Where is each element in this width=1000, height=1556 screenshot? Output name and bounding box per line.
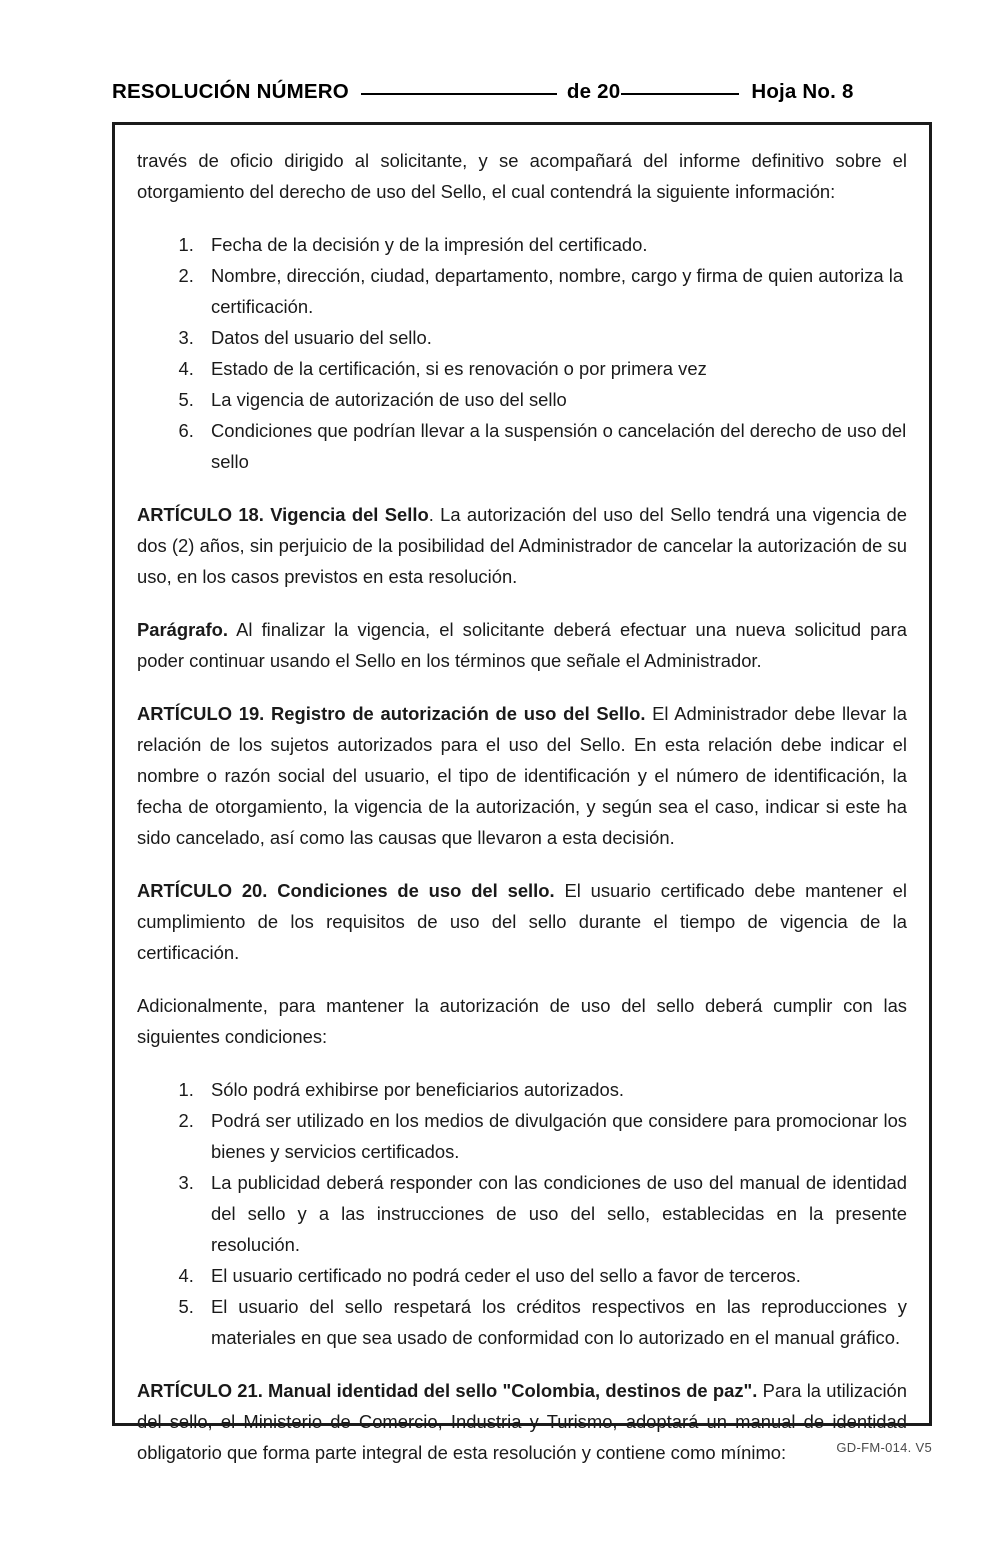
document-header bbox=[112, 80, 932, 114]
header-resolution-label: RESOLUCIÓN NÚMERO bbox=[112, 80, 349, 103]
list-item-text: 4. Estado de la certificación, si es renovación o por primera vez bbox=[211, 358, 707, 379]
list-item-text: 3. Datos del usuario del sello. bbox=[211, 327, 432, 348]
content-frame-inner bbox=[115, 125, 929, 1468]
list-item-text: 2. Nombre, dirección, ciudad, departamento, nombre, cargo y firma de quien autoriza la certificación. bbox=[211, 265, 904, 317]
article-20-text: El usuario certificado debe mantener el cumplimiento de los requisitos de uso del sello durante el tiempo de vigencia de la certificación. bbox=[137, 880, 907, 963]
list-item bbox=[199, 229, 907, 260]
article-18-heading: ARTÍCULO 18. Vigencia del Sello bbox=[137, 504, 429, 525]
article-20-heading: ARTÍCULO 20. Condiciones de uso del sello. bbox=[137, 880, 555, 901]
article-19-paragraph bbox=[137, 698, 907, 853]
article-21-heading: ARTÍCULO 21. Manual identidad del sello "Colombia, destinos de paz". bbox=[137, 1380, 758, 1401]
list-item bbox=[199, 415, 907, 477]
paragrafo-paragraph bbox=[137, 614, 907, 676]
article-18-paragraph bbox=[137, 499, 907, 592]
list-item-text: 2. Podrá ser utilizado en los medios de divulgación que considere para promocionar los bienes y servicios certificados. bbox=[211, 1110, 907, 1162]
list-item-text: 4. El usuario certificado no podrá ceder el uso del sello a favor de terceros. bbox=[211, 1265, 801, 1286]
list-item-text: 1. Sólo podrá exhibirse por beneficiarios autorizados. bbox=[211, 1079, 625, 1100]
article-21-text: Para la utilización del sello, el Ministerio de Comercio, Industria y Turismo, adoptará un manual de identidad obligatorio que forma parte integral de esta resolución y contiene como mínimo: bbox=[137, 1380, 907, 1463]
list-item bbox=[199, 1167, 907, 1260]
list-item-text: 3. La publicidad deberá responder con las condiciones de uso del manual de identidad del sello y a las instrucciones de uso del sello, establecidas en la presente resolución. bbox=[211, 1172, 907, 1255]
conditions-list bbox=[137, 1074, 907, 1353]
list-item bbox=[199, 322, 907, 353]
additional-conditions-paragraph: Adicionalmente, para mantener la autorización de uso del sello deberá cumplir con las siguientes condiciones: bbox=[137, 995, 907, 1047]
header-year-blank bbox=[621, 92, 739, 95]
list-item-text: 6. Condiciones que podrían llevar a la suspensión o cancelación del derecho de uso del sello bbox=[211, 420, 907, 472]
list-item bbox=[199, 1105, 907, 1167]
requirements-list bbox=[137, 229, 907, 477]
paragrafo-heading: Parágrafo. bbox=[137, 619, 228, 640]
list-item-text: 1. Fecha de la decisión y de la impresión del certificado. bbox=[211, 234, 648, 255]
article-20-paragraph bbox=[137, 875, 907, 968]
list-item bbox=[199, 1291, 907, 1353]
intro-paragraph: través de oficio dirigido al solicitante, y se acompañará del informe definitivo sobre el otorgamiento del derecho de uso del Sello, el cual contendrá la siguiente información: bbox=[137, 150, 907, 202]
list-item-text: 5. La vigencia de autorización de uso del sello bbox=[211, 389, 567, 410]
list-item bbox=[199, 1260, 907, 1291]
footer-form-code: GD-FM-014. V5 bbox=[836, 1440, 932, 1455]
article-19-text: El Administrador debe llevar la relación de los sujetos autorizados para el uso del Sello. En esta relación debe indicar el nombre o razón social del usuario, el tipo de identificación y el número de identificación, la fecha de otorgamiento, la vigencia de la autorización, y según sea el caso, indicar si este ha sido cancelado, así como las causas que llevaron a esta decisión. bbox=[137, 703, 907, 848]
article-18-text: . La autorización del uso del Sello tendrá una vigencia de dos (2) años, sin perjuicio de la posibilidad del Administrador de cancelar la autorización de su uso, en los casos previstos en esta resolución. bbox=[137, 504, 907, 587]
paragrafo-text: Al finalizar la vigencia, el solicitante deberá efectuar una nueva solicitud para poder continuar usando el Sello en los términos que señale el Administrador. bbox=[137, 619, 907, 671]
list-item bbox=[199, 384, 907, 415]
list-item bbox=[199, 260, 907, 322]
header-page-label: Hoja No. 8 bbox=[751, 80, 854, 103]
article-19-heading: ARTÍCULO 19. Registro de autorización de uso del Sello. bbox=[137, 703, 646, 724]
header-de-label: de 20 bbox=[566, 80, 621, 103]
list-item-text: 5. El usuario del sello respetará los créditos respectivos en las reproducciones y materiales en que sea usado de conformidad con lo autorizado en el manual gráfico. bbox=[211, 1296, 907, 1348]
list-item bbox=[199, 353, 907, 384]
header-number-blank bbox=[361, 92, 557, 95]
list-item bbox=[199, 1074, 907, 1105]
